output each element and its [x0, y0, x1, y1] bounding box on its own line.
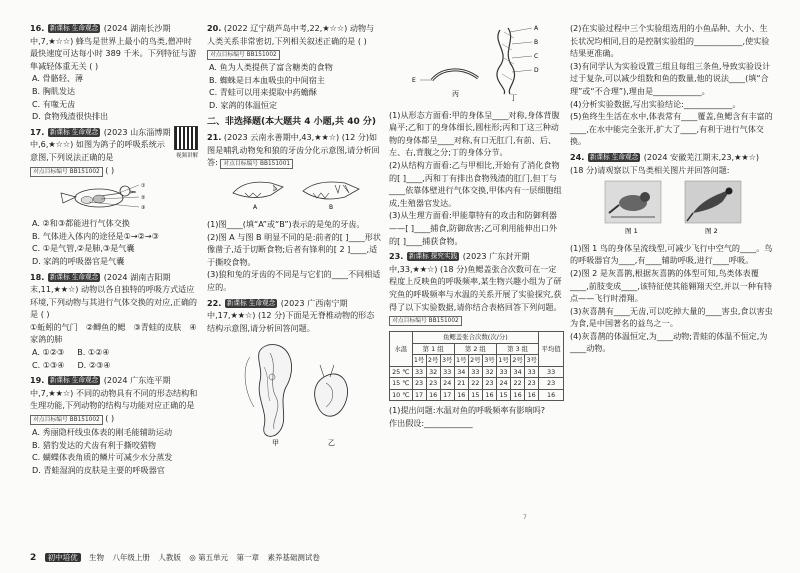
tag-badge: 新课标 生命观念 — [49, 127, 99, 136]
figure-a-label: A — [252, 204, 257, 212]
column-1 — [30, 22, 198, 479]
section-heading: 二、非选择题(本大题共 4 小题,共 40 分) — [207, 116, 376, 127]
figure-jia-label: 甲 — [271, 439, 279, 448]
tag-badge: 新课标 生命观念 — [589, 152, 639, 161]
column-3: 丙 A B C D E 丁 (1)从形态方面看:甲的身体呈____对称,身体背腹扁平;乙和丁的身体细长,圆柱形;丙和丁这三种动物的身体都呈____对称,有口无肛门,有前、后、左、右,背腹之分;丁的身体分节。 (2)从结构方面看:乙与甲相比,开始有了消化食物的[ ]____,丙和丁有排出食物残渣的肛门,但丁与____依靠体壁进行气体交换,甲体内有一层细胞组成,生殖器官发达。 (3)从生理方面看:甲能靠特有的攻击和防御利器——[ ]____捕食,防御敌害;乙可利用能伸出口外的[ ]____捕获食物。 23. 新课标 探究实践 (2023 广东封开期中,33,★★☆) (18 分)鱼鳃盖张合次数可在一定程度上反映鱼的呼吸频率,某生物兴趣小组为了研究鱼的呼吸频率与水温的关系开展了实验探究,获得了以下实验数据,请你结合表格回答下列问题。 对点目标编号 BB151002 水温 鱼鳃盖张合次数(次/分) 平均值 第 1 组 第 2 组 第 3 组 1号 2号 3号 1号 2号 3号 1号 2号 3号 25 ℃ 33 32 33 34 33 32 33 34 33 33 15 ℃ 23 23 24 21 22 23 24 22 23 23 10 ℃ 17 16 17 16 15 16 15 16 16 16 (1)提出问题:水温对鱼的呼吸频率有影响吗? 作出假设:____________ — [389, 22, 564, 432]
figure-b-label: B — [328, 204, 333, 212]
invertebrate-diagram-jia-yi — [207, 337, 382, 451]
column-4: (2)在实验过程中三个实验组选用的小鱼品种、大小、生长状况均相同,目的是控制实验组的____________,使实验结果更准确。 (3)有同学认为实验设置三组且每组三条鱼,导致实验设计过于复杂,可以减少组数和鱼的数量,他的说法____(填“合理”或“不合理”),理由是____________。 (4)分析实验数据,写出实验结论:____________。 (5)鱼终生生活在水中,体表常有____覆盖,鱼鳃含有丰富的____,在水中能完全张开,扩大了____,有利于进行气体交换。 24. 新课标 生命观念 (2024 安徽芜江期末,23,★★☆) (18 分)请观察以下鸟类相关图片并回答问题: 图 1 图 2 (1)图 1 鸟的身体呈流线型,可减少飞行中空气的____。鸟的呼吸器官为____,有____辅助呼吸,进行____呼吸。 (2)图 2 是灰喜鹊,根据灰喜鹊的体型可知,鸟类体表覆____,前肢变成____,该特征使其能翱翔天空,并以一种有特点——飞行时滑翔。 (3)灰喜鹊有____无齿,可以吃掉大量的____害虫,食以害虫为食,是中国著名的益鸟之一。 (4)灰喜鹊的体温恒定,为____动物;青蛙的体温不恒定,为____动物。 — [570, 22, 775, 358]
question-20: 20. (2022 辽宁葫芦岛中考,22,★☆☆) 动物与人类关系非常密切,下列相关叙述正确的是 ( ) 对点目标编号 BB151002 A. 鱼为人类提供了富含糖类的食物 B. 蜘蛛是日本血吸虫的中间宿主 C. 青蛙可以用来提取中药蟾酥 D. 家鸽的体温恒定 — [207, 23, 375, 110]
figure-1-label: 图 1 — [624, 227, 638, 236]
tag-badge: 新课标 生命观念 — [49, 376, 99, 385]
column-2 — [207, 22, 382, 454]
question-18: 18. 新课标 生命观念 (2024 湖南吉阳期末,11,★★☆) 动物以各自独特的呼吸方式适应环境,下列动物与其进行气体交换的对应,正确的是 ( ) ①蚯蚓的气门 ②鲫鱼的鳃 ③青蛙的皮肤 ④家鸽的肺 A. ①②③ B. ①②④ C. ①③④ D. ②③④ — [30, 271, 198, 370]
question-16: 16. 新课标 生命观念 (2024 湖南长沙期中,7,★☆☆) 蜂鸟是世界上最小的鸟类,僧冲时最快速度可达每小时 389 千米。下列特征与游隼减轻体重无关 ( ) A. 骨骼轻、薄 B. 胸肌发达 C. 有喙无齿 D. 食物残渣很快排出 — [30, 23, 197, 122]
table-row: 25 ℃ 33 32 33 34 33 32 33 34 33 33 — [390, 366, 564, 378]
svg-text:②: ② — [141, 194, 146, 201]
tracker-code: 对点目标编号 BB151002 — [207, 50, 280, 60]
tracker-code: 对点目标编号 BB151002 — [30, 167, 103, 177]
svg-text:E: E — [411, 77, 416, 84]
svg-text:A: A — [533, 25, 538, 32]
fish-gill-table: 水温 鱼鳃盖张合次数(次/分) 平均值 第 1 组 第 2 组 第 3 组 1号 2号 3号 1号 2号 3号 1号 2号 3号 25 ℃ 33 32 33 34 33 32 33 34 33 33 15 ℃ 23 23 24 21 22 23 24 22 23 23 10 ℃ 17 16 17 16 15 16 15 16 16 16 — [389, 331, 564, 401]
pigeon-respiratory-diagram — [30, 181, 172, 215]
qr-code[interactable] — [174, 126, 198, 150]
tag-badge: 新课标 生命观念 — [49, 24, 99, 32]
teeth-diagram — [207, 173, 382, 215]
figure-yi-label: 乙 — [327, 439, 335, 448]
tag-badge: 新课标 探究实践 — [408, 252, 458, 261]
question-19: 19. 新课标 生命观念 (2024 广东连平期中,7,★★☆) 不同的动物具有不同的形态结构和生理功能,下列动物的结构与功能对应正确的是 对点目标编号 BB151002 ( ) A. 秀丽隐杆线虫体表的刚毛能辅助运动 B. 猎豹发达的犬齿有利于撕咬猎物 C. 蝴蝶体表角质的鳞片可减少水分蒸发 D. 青蛙湿润的皮肤是主要的呼吸器官 — [30, 375, 198, 475]
tag-badge: 新课标 生命观念 — [49, 272, 99, 281]
page-center-mark: 7 — [523, 514, 527, 521]
question-23: 23. 新课标 探究实践 (2023 广东封开期中,33,★★☆) (18 分)鱼鳃盖张合次数可在一定程度上反映鱼的呼吸频率,某生物兴趣小组为了研究鱼的呼吸频率与水温的关系开展了实验探究,获得了以下实验数据,请你结合表格回答下列问题。 对点目标编号 BB151002 水温 鱼鳃盖张合次数(次/分) 平均值 第 1 组 第 2 组 第 3 组 1号 2号 3号 1号 2号 3号 1号 2号 3号 25 ℃ 33 32 33 34 33 32 33 34 33 33 15 ℃ 23 23 24 21 22 23 24 22 23 23 10 ℃ 17 16 17 16 15 16 15 16 16 16 (1)提出问题:水温对鱼的呼吸频率有影响吗? 作出假设:____________ — [389, 250, 564, 429]
tracker-code: 对点目标编号 BB151001 — [220, 159, 293, 169]
invertebrate-diagram-bing-ding — [389, 22, 564, 106]
page-number: 2 — [30, 553, 37, 563]
svg-text:C: C — [533, 53, 538, 60]
svg-text:B: B — [533, 39, 538, 46]
brand-logo: 初中培优 — [45, 553, 81, 562]
tracker-code: 对点目标编号 BB151002 — [389, 316, 462, 326]
figure-ding-label: 丁 — [509, 94, 517, 102]
question-22: 22. 新课标 生命观念 (2023 广西南宁期中,17,★★☆) (12 分)下面是无脊椎动物的形态结构示意图,请分析回答问题。 甲 乙 — [207, 297, 382, 451]
question-21: 21. (2023 云南永善期中,43,★★☆) (12 分)如图是哺乳动物兔和狼的牙齿分化示意图,请分析回答: 对点目标编号 BB151001 A B (1)图____(填“A”或“B”)表示的是兔的牙齿。 (2)图 A 与图 B 明显不同的是:前者的[ ]____形状像凿子,适于切断食物;后者有锋利的[ 2 ]____,适于撕咬食物。 (3)狼和兔的牙齿的不同是与它们的____不同相适应的。 — [207, 132, 381, 292]
table-row: 10 ℃ 17 16 17 16 15 16 15 16 16 16 — [390, 389, 564, 401]
tracker-code: 对点目标编号 BB151002 — [30, 415, 103, 425]
figure-bing-label: 丙 — [451, 90, 459, 98]
bird-photos — [570, 179, 775, 239]
svg-text:③: ③ — [141, 204, 146, 211]
page-footer: 2 初中培优 生物 八年级上册 人教版 ◎ 第五单元 第一章 素养基础测试卷 — [30, 553, 320, 563]
question-17: 17. 新课标 生命观念 (2023 山东淄博期中,6,★☆☆) 如图为鸽子的呼吸系统示意图,下列说法正确的是 视频讲解 对点目标编号 BB151002 ( ) ① ② ③ A. ②和③都能进行气体交换 B. 气体进入体内的途径是①→②→③ C. ①是气管,②是肺,③是气囊 D. 家鸽的呼吸器官是气囊 — [30, 126, 198, 266]
svg-text:D: D — [533, 67, 539, 74]
svg-text:①: ① — [141, 182, 146, 189]
figure-2-label: 图 2 — [704, 227, 718, 236]
table-row: 15 ℃ 23 23 24 21 22 23 24 22 23 23 — [390, 378, 564, 390]
tag-badge: 新课标 生命观念 — [226, 298, 276, 307]
question-24: 24. 新课标 生命观念 (2024 安徽芜江期末,23,★★☆) (18 分)请观察以下鸟类相关图片并回答问题: 图 1 图 2 (1)图 1 鸟的身体呈流线型,可减少飞行中空气的____。鸟的呼吸器官为____,有____辅助呼吸,进行____呼吸。 (2)图 2 是灰喜鹊,根据灰喜鹊的体型可知,鸟类体表覆____,前肢变成____,该特征使其能翱翔天空,并以一种有特点——飞行时滑翔。 (3)灰喜鹊有____无齿,可以吃掉大量的____害虫,食以害虫为食,是中国著名的益鸟之一。 (4)灰喜鹊的体温恒定,为____动物;青蛙的体温不恒定,为____动物。 — [570, 151, 775, 355]
